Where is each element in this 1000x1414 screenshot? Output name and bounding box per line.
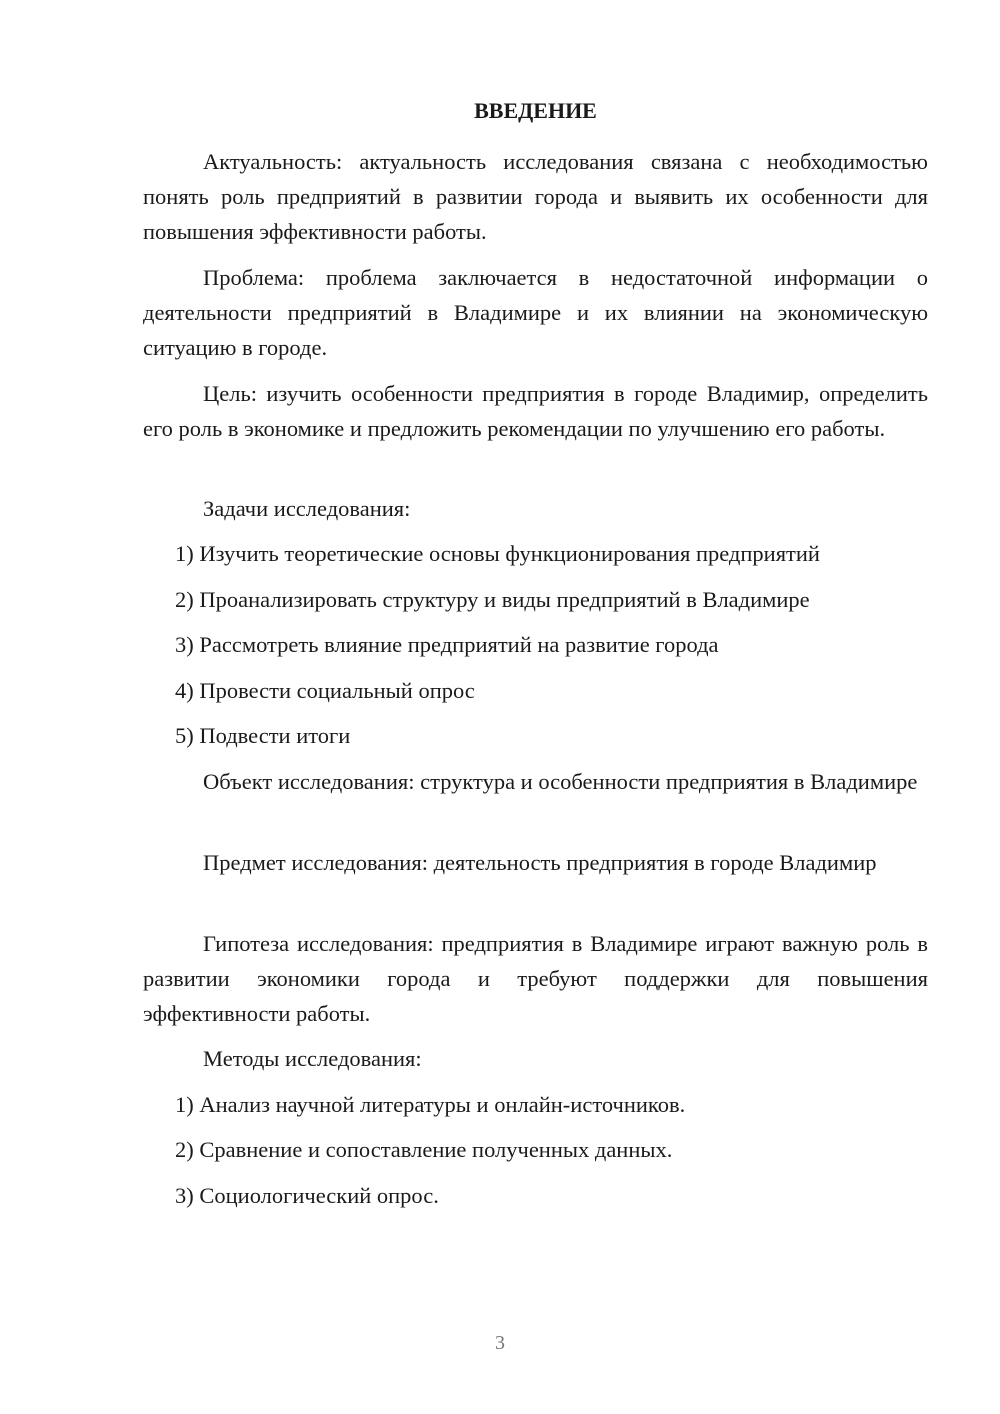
method-item: 3) Социологический опрос. [175, 1183, 439, 1208]
subject-paragraph: Предмет исследования: деятельность предприятия в городе Владимир [203, 850, 877, 875]
object-paragraph: Объект исследования: структура и особенности предприятия в Владимире [203, 769, 918, 794]
goal-paragraph: Цель: изучить особенности предприятия в городе Владимир, определить его роль в экономике и предложить рекомендации по улучшению его работы. [143, 381, 928, 441]
method-item: 2) Сравнение и сопоставление полученных данных. [175, 1137, 673, 1162]
task-item: 2) Проанализировать структуру и виды предприятий в Владимире [175, 587, 810, 612]
task-item: 1) Изучить теоретические основы функционирования предприятий [175, 541, 820, 566]
page-number: 3 [495, 1332, 505, 1354]
method-item: 1) Анализ научной литературы и онлайн-источников. [175, 1092, 686, 1117]
tasks-heading: Задачи исследования: [203, 496, 411, 521]
relevance-paragraph: Актуальность: актуальность исследования связана с необходимостью понять роль предприятий в развитии города и выявить их особенности для повышения эффективности работы. [143, 149, 928, 244]
task-item: 5) Подвести итоги [175, 723, 351, 748]
page-title: ВВЕДЕНИЕ [474, 98, 597, 123]
hypothesis-paragraph: Гипотеза исследования: предприятия в Владимире играют важную роль в развитии экономики города и требуют поддержки для повышения эффективности работы. [143, 931, 928, 1026]
task-item: 4) Провести социальный опрос [175, 678, 475, 703]
task-item: 3) Рассмотреть влияние предприятий на развитие города [175, 632, 719, 657]
methods-heading: Методы исследования: [203, 1046, 422, 1071]
problem-paragraph: Проблема: проблема заключается в недостаточной информации о деятельности предприятий в Владимире и их влиянии на экономическую ситуацию в городе. [143, 265, 928, 360]
